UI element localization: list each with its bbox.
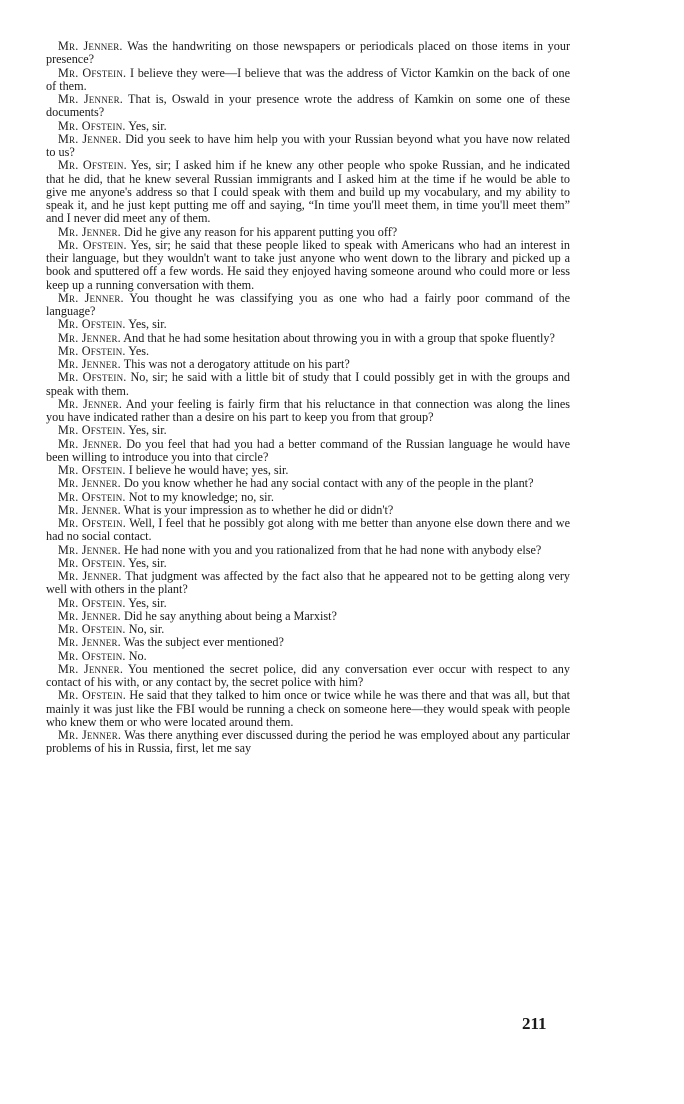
speaker-label: Mr. Ofstein. xyxy=(58,317,126,332)
speaker-label: Mr. Jenner. xyxy=(58,569,122,583)
statement-text: Was the handwriting on those newspapers or periodicals placed on those items in your presence? xyxy=(46,39,571,67)
speaker-label: Mr. Ofstein. xyxy=(58,688,127,703)
speaker-label: Mr. Ofstein. xyxy=(58,622,126,636)
speaker-label: Mr. Jenner. xyxy=(58,608,121,623)
page-number: 211 xyxy=(522,1014,547,1033)
statement-text: Do you feel that had you had a better command of the Russian language he would have been willing to introduce you into that circle? xyxy=(46,436,571,464)
testimony-paragraph xyxy=(46,239,570,292)
statement-text: No, sir. xyxy=(128,622,165,636)
speaker-label: Mr. Ofstein. xyxy=(58,158,127,173)
speaker-label: Mr. Jenner. xyxy=(58,635,121,650)
statement-text: Yes, sir; I asked him if he knew any other people who spoke Russian, and he indicated that he did, that he knew several Russian immigrants and I asked him at the time if he would be able to give me anyone's address so that I could speak with them and build up my vocabulary, and my ability to speak it, and he just kept putting me off and saying, “In time you'll meet them, in time you'll meet them” and I never did meet any of them. xyxy=(46,158,570,226)
speaker-label: Mr. Ofstein. xyxy=(58,516,126,530)
speaker-label: Mr. Jenner. xyxy=(58,661,124,676)
speaker-label: Mr. Jenner. xyxy=(58,330,121,345)
testimony-paragraph xyxy=(46,398,570,425)
testimony-paragraph xyxy=(46,504,570,517)
statement-text: Did he say anything about being a Marxist? xyxy=(123,608,337,623)
statement-text: No, sir; he said with a little bit of study that I could possibly get in with the groups and speak with them. xyxy=(46,370,571,398)
statement-text: Was the subject ever mentioned? xyxy=(123,635,284,650)
testimony-paragraph xyxy=(46,93,570,120)
speaker-label: Mr. Ofstein. xyxy=(58,555,126,570)
statement-text: Yes, sir; he said that these people liked to speak with Americans who had an interest in their language, but they wouldn't want to take just anyone who went down to the library and picked up a book and sputtered off a few words. He said they enjoyed having someone around who could more or less keep up a running conversation with them. xyxy=(46,237,570,292)
speaker-label: Mr. Jenner. xyxy=(58,476,121,491)
testimony-paragraph xyxy=(46,517,570,544)
speaker-label: Mr. Jenner. xyxy=(58,357,121,371)
testimony-paragraph xyxy=(46,424,570,437)
testimony-paragraph xyxy=(46,610,570,623)
statement-text: This was not a derogatory attitude on his part? xyxy=(123,357,350,371)
testimony-paragraph xyxy=(46,491,570,504)
statement-text: Did you seek to have him help you with your Russian beyond what you have now related to us? xyxy=(46,131,571,159)
statement-text: And your feeling is fairly firm that his reluctance in that connection was along the lines you have indicated rather than a desire on his part to keep you from that group? xyxy=(46,396,571,424)
testimony-paragraph xyxy=(46,464,570,477)
testimony-paragraph xyxy=(46,67,570,94)
testimony-paragraph xyxy=(46,623,570,636)
testimony-paragraph xyxy=(46,544,570,557)
speaker-label: Mr. Ofstein. xyxy=(58,370,127,385)
testimony-paragraph xyxy=(46,292,570,319)
statement-text: Yes, sir. xyxy=(128,317,167,332)
testimony-paragraph xyxy=(46,729,570,756)
testimony-paragraph xyxy=(46,226,570,239)
statement-text: Yes, sir. xyxy=(128,555,167,570)
testimony-paragraph xyxy=(46,597,570,610)
statement-text: He said that they talked to him once or twice while he was there and that was all, but that mainly it was just like the FBI would be running a check on someone here—they would speak with people who knew them or who were located around them. xyxy=(46,688,571,729)
speaker-label: Mr. Jenner. xyxy=(58,728,122,742)
speaker-label: Mr. Ofstein. xyxy=(58,595,126,610)
statement-text: Yes, sir. xyxy=(128,118,167,133)
statement-text: Not to my knowledge; no, sir. xyxy=(128,489,274,504)
testimony-body xyxy=(46,40,570,756)
speaker-label: Mr. Jenner. xyxy=(58,131,122,146)
statement-text: What is your impression as to whether he did or didn't? xyxy=(123,502,394,517)
testimony-paragraph xyxy=(46,318,570,331)
statement-text: Do you know whether he had any social contact with any of the people in the plant? xyxy=(123,476,534,491)
statement-text: Did he give any reason for his apparent putting you off? xyxy=(123,224,398,239)
statement-text: And that he had some hesitation about throwing you in with a group that spoke fluently? xyxy=(123,330,555,345)
speaker-label: Mr. Ofstein. xyxy=(58,237,127,252)
statement-text: That judgment was affected by the fact also that he appeared not to be getting along very well with others in the plant? xyxy=(46,569,571,597)
speaker-label: Mr. Ofstein. xyxy=(58,65,127,80)
speaker-label: Mr. Ofstein. xyxy=(58,118,126,133)
statement-text: That is, Oswald in your presence wrote the address of Kamkin on some one of these documents? xyxy=(46,92,570,120)
speaker-label: Mr. Jenner. xyxy=(58,396,123,411)
testimony-paragraph xyxy=(46,570,570,597)
speaker-label: Mr. Jenner. xyxy=(58,542,121,557)
testimony-paragraph xyxy=(46,650,570,663)
speaker-label: Mr. Ofstein. xyxy=(58,648,126,663)
testimony-paragraph xyxy=(46,636,570,649)
speaker-label: Mr. Ofstein. xyxy=(58,423,126,438)
testimony-paragraph xyxy=(46,159,570,225)
speaker-label: Mr. Jenner. xyxy=(58,436,123,451)
testimony-paragraph xyxy=(46,120,570,133)
statement-text: Yes. xyxy=(128,343,150,358)
testimony-paragraph xyxy=(46,358,570,371)
testimony-paragraph xyxy=(46,689,570,729)
statement-text: I believe they were—I believe that was the address of Victor Kamkin on the back of one of them. xyxy=(46,65,571,93)
speaker-label: Mr. Jenner. xyxy=(58,502,121,517)
speaker-label: Mr. Jenner. xyxy=(58,290,124,305)
speaker-label: Mr. Jenner. xyxy=(58,224,121,239)
speaker-label: Mr. Ofstein. xyxy=(58,343,126,358)
statement-text: Well, I feel that he possibly got along with me better than anyone else down there and we had no social contact. xyxy=(46,516,571,544)
statement-text: No. xyxy=(128,648,147,663)
speaker-label: Mr. Ofstein. xyxy=(58,489,126,504)
testimony-paragraph xyxy=(46,663,570,690)
testimony-paragraph xyxy=(46,477,570,490)
statement-text: Yes, sir. xyxy=(128,423,167,438)
testimony-paragraph xyxy=(46,371,570,398)
statement-text: He had none with you and you rationalized from that he had none with anybody else? xyxy=(123,542,542,557)
statement-text: You mentioned the secret police, did any conversation ever occur with respect to any contact of his with, or any contact by, the secret police with him? xyxy=(46,661,570,689)
statement-text: I believe he would have; yes, sir. xyxy=(128,463,289,477)
testimony-paragraph xyxy=(46,557,570,570)
speaker-label: Mr. Jenner. xyxy=(58,92,124,106)
statement-text: Was there anything ever discussed during the period he was employed about any particular problems of his in Russia, first, let me say xyxy=(46,728,570,756)
testimony-paragraph xyxy=(46,438,570,465)
statement-text: You thought he was classifying you as one who had a fairly poor command of the language? xyxy=(46,290,570,318)
testimony-paragraph xyxy=(46,40,570,67)
speaker-label: Mr. Jenner. xyxy=(58,39,123,53)
testimony-paragraph xyxy=(46,133,570,160)
speaker-label: Mr. Ofstein. xyxy=(58,463,126,477)
testimony-paragraph xyxy=(46,332,570,345)
statement-text: Yes, sir. xyxy=(128,595,167,610)
testimony-paragraph xyxy=(46,345,570,358)
